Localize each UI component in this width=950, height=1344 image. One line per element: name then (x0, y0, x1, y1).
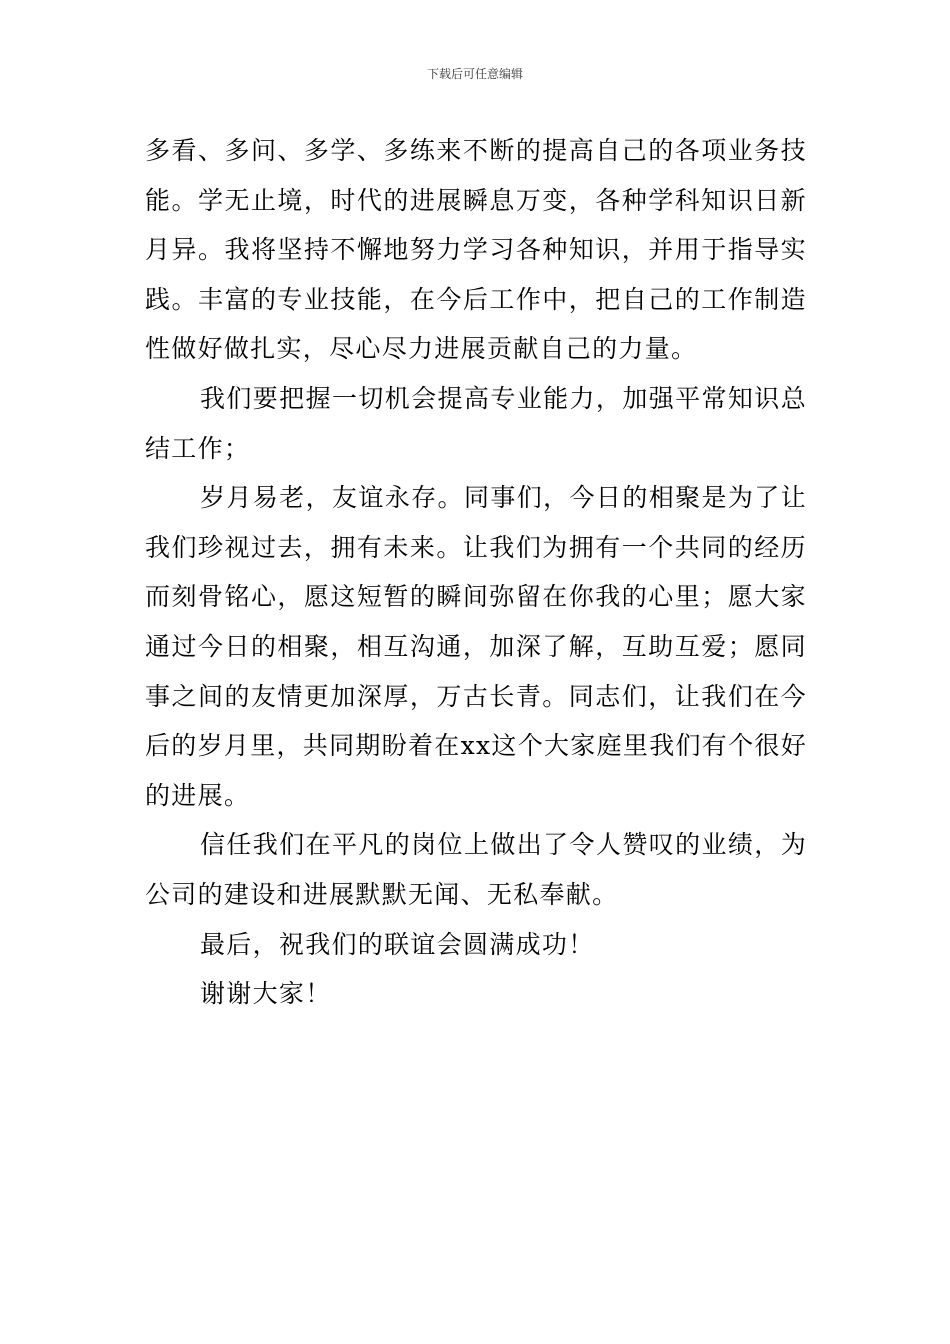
page-header: 下载后可任意编辑 (426, 67, 523, 81)
paragraph-thanks: 谢谢大家！ (200, 979, 332, 1009)
paragraph-professional-ability: 我们要把握一切机会提高专业能力，加强平常知识总结工作； (145, 383, 807, 463)
paragraph-continuation: 多看、多问、多学、多练来不断的提高自己的各项业务技能。学无止境，时代的进展瞬息万变，各种学科知识日新月异。我将坚持不懈地努力学习各种知识，并用于指导实践。丰富的专业技能，在今后工作中，把自己的工作制造性做好做扎实，尽心尽力进展贡献自己的力量。 (145, 136, 807, 364)
paragraph-trust: 信任我们在平凡的岗位上做出了令人赞叹的业绩，为公司的建设和进展默默无闻、无私奉献。 (145, 830, 807, 909)
document-body (145, 126, 807, 1019)
paragraph-friendship: 岁月易老，友谊永存。同事们，今日的相聚是为了让我们珍视过去，拥有未来。让我们为拥有一个共同的经历而刻骨铭心，愿这短暂的瞬间弥留在你我的心里；愿大家通过今日的相聚，相互沟通，加深了解，互助互爱；愿同事之间的友情更加深厚，万古长青。同志们，让我们在今后的岁月里，共同期盼着在xx这个大家庭里我们有个很好的进展。 (145, 483, 808, 810)
paragraph-wishes: 最后，祝我们的联谊会圆满成功！ (200, 929, 595, 959)
